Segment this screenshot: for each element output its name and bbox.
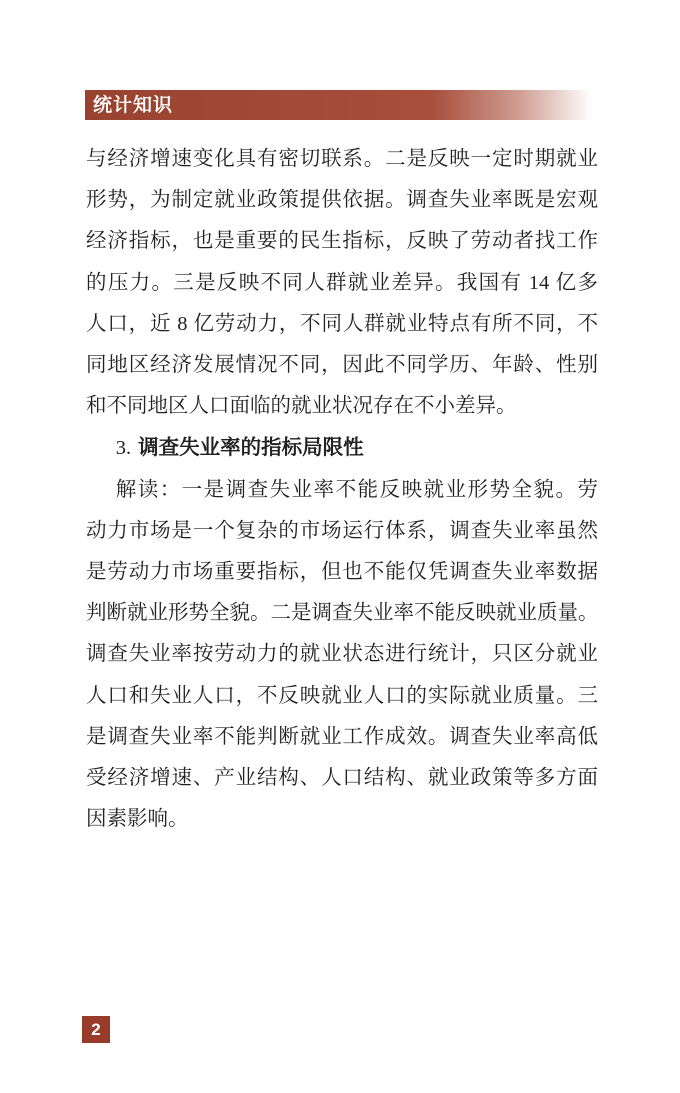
text-line: 是调查失业率不能判断就业工作成效。调查失业率高低 bbox=[86, 725, 598, 748]
text-line: 受经济增速、产业结构、人口结构、就业政策等多方面 bbox=[86, 767, 598, 790]
subsection-heading bbox=[86, 427, 598, 469]
subsection-heading-number: 3. bbox=[115, 437, 132, 460]
text-line: 动力市场是一个复杂的市场运行体系，调查失业率虽然 bbox=[86, 519, 598, 542]
text-line: 经济指标，也是重要的民生指标，反映了劳动者找工作 bbox=[86, 230, 598, 253]
text-line: 人口和失业人口，不反映就业人口的实际就业质量。三 bbox=[86, 684, 598, 707]
text-line: 同地区经济发展情况不同，因此不同学历、年龄、性别 bbox=[86, 354, 598, 377]
text-line: 因素影响。 bbox=[86, 808, 189, 831]
section-banner-title: 统计知识 bbox=[93, 94, 174, 116]
text-line: 是劳动力市场重要指标，但也不能仅凭调查失业率数据 bbox=[86, 561, 598, 584]
text-line: 的压力。三是反映不同人群就业差异。我国有 14 亿多 bbox=[86, 271, 598, 294]
page-content bbox=[86, 139, 598, 840]
text-line: 与经济增速变化具有密切联系。二是反映一定时期就业 bbox=[86, 148, 598, 170]
subsection-heading-text: 调查失业率的指标局限性 bbox=[138, 436, 364, 460]
text-line: 形势，为制定就业政策提供依据。调查失业率既是宏观 bbox=[86, 189, 598, 212]
text-line: 人口，近 8 亿劳动力，不同人群就业特点有所不同，不 bbox=[86, 312, 598, 335]
text-line: 判断就业形势全貌。二是调查失业率不能反映就业质量。 bbox=[86, 602, 599, 625]
text-line: 和不同地区人口面临的就业状况存在不小差异。 bbox=[86, 395, 517, 418]
text-line: 解读：一是调查失业率不能反映就业形势全貌。劳 bbox=[115, 478, 598, 501]
text-line: 调查失业率按劳动力的就业状态进行统计，只区分就业 bbox=[86, 643, 598, 666]
page-number-badge: 2 bbox=[82, 1016, 110, 1043]
section-banner bbox=[85, 90, 597, 120]
